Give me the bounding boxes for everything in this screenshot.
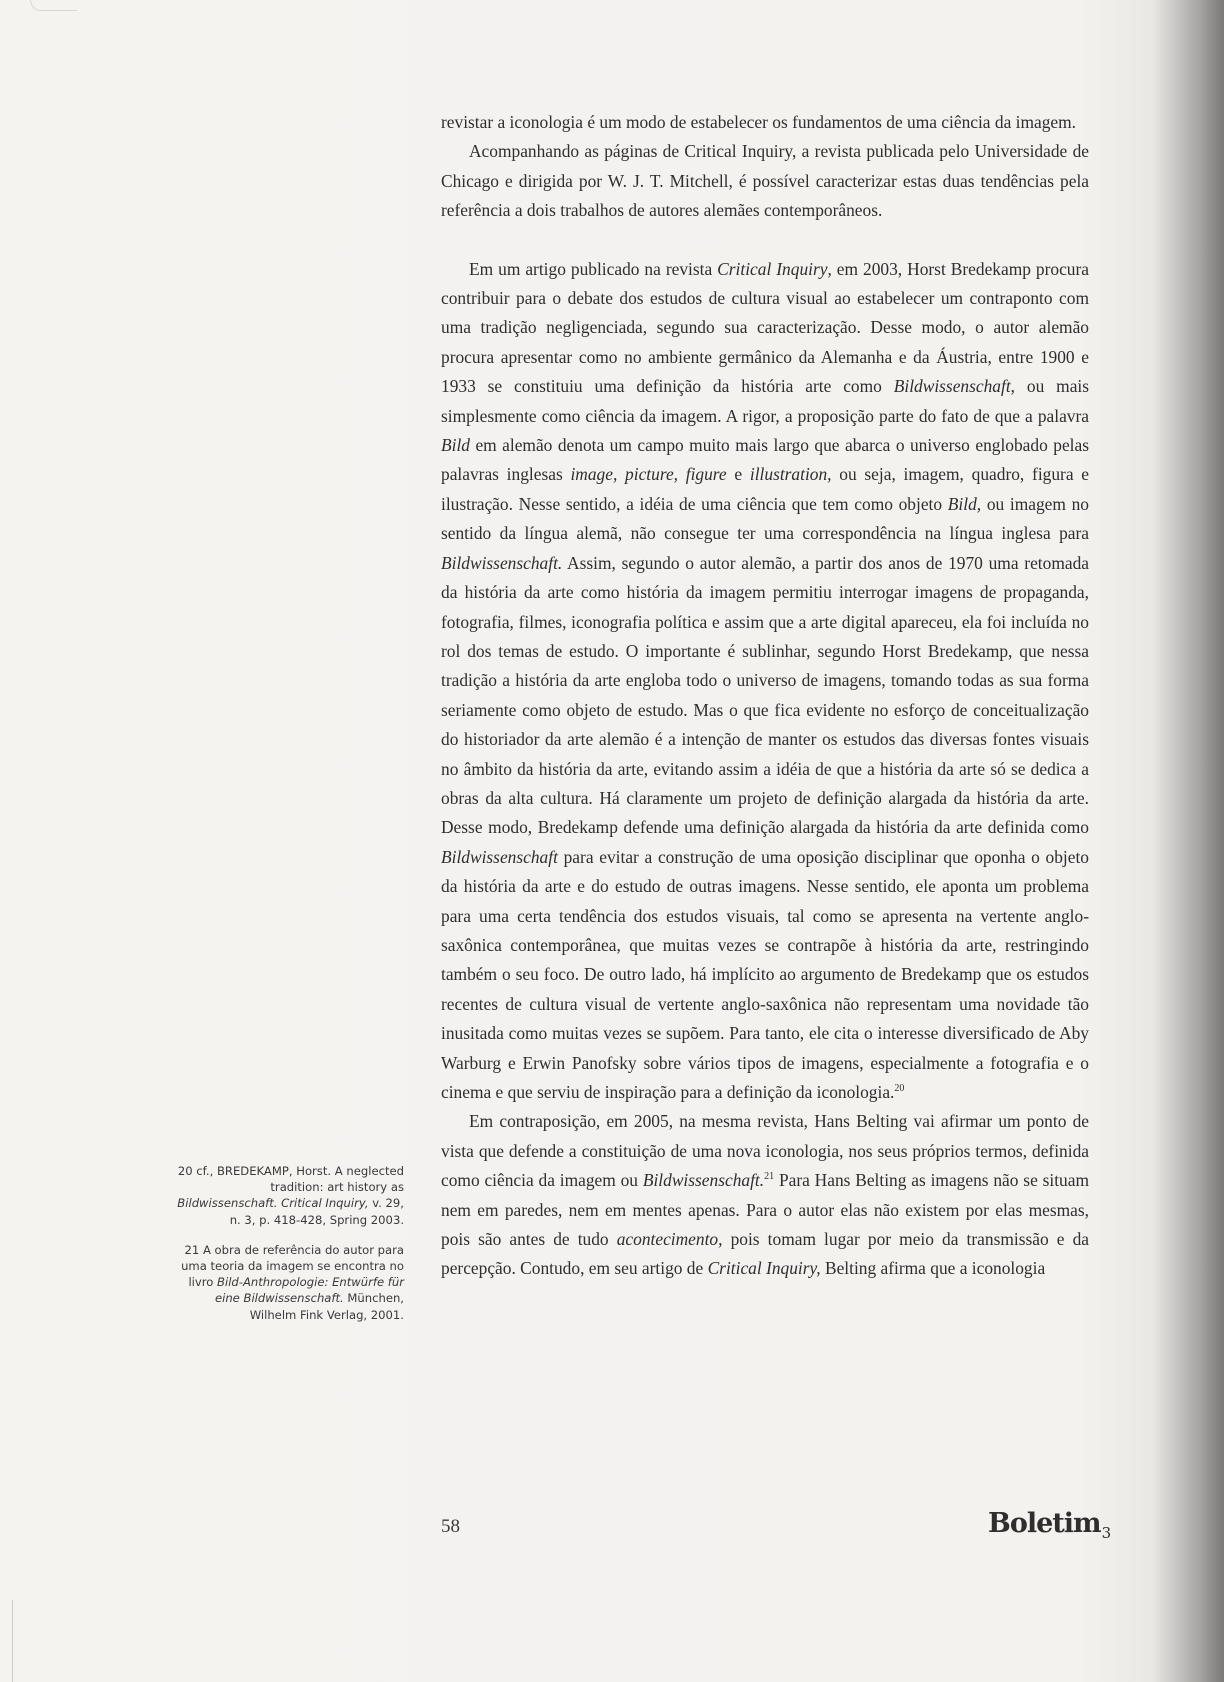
page-edge-line: [12, 1600, 13, 1682]
paragraph-3: Em um artigo publicado na revista Critical Inquiry, em 2003, Horst Bredekamp procura contribuir para o debate dos estudos de cultura visual ao estabelecer um contraponto com uma tradição negligenciada, segundo sua caracterização. Desse modo, o autor alemão procura apresentar como no ambiente germânico da Alemanha e da Áustria, entre 1900 e 1933 se constituiu uma definição da história arte como Bildwissenschaft, ou mais simplesmente como ciência da imagem. A rigor, a proposição parte do fato de que a palavra Bild em alemão denota um campo muito mais largo que abarca o universo englobado pelas palavras inglesas image, picture, figure e illustration, ou seja, imagem, quadro, figura e ilustração. Nesse sentido, a idéia de uma ciência que tem como objeto Bild, ou imagem no sentido da língua alemã, não consegue ter uma correspondência na língua inglesa para Bildwissenschaft. Assim, segundo o autor alemão, a partir dos anos de 1970 uma retomada da história da arte como história da imagem permitiu interrogar imagens de propaganda, fotografia, filmes, iconografia política e assim que a arte digital apareceu, ela foi incluída no rol dos temas de estudo. O importante é sublinhar, segundo Horst Bredekamp, que nessa tradição a história da arte engloba todo o universo de imagens, tomando todas as sua forma seriamente como objeto de estudo. Mas o que fica evidente no esforço de conceitualização do historiador da arte alemão é a intenção de manter os estudos das diversas fontes visuais no âmbito da história da arte, evitando assim a idéia de que a história da arte só se dedica a obras da alta cultura. Há claramente um projeto de definição alargada da história da arte. Desse modo, Bredekamp defende uma definição alargada da história da arte definida como Bildwissenschaft para evitar a construção de uma oposição disciplinar que oponha o objeto da história da arte e do estudo de outras imagens. Nesse sentido, ele aponta um problema para uma certa tendência dos estudos visuais, tal como se apresenta na vertente anglo-saxônica contemporânea, que muitas vezes se contrapõe à história da arte, restringindo também o seu foco. De outro lado, há implícito ao argumento de Bredekamp que os estudos recentes de cultura visual de vertente anglo-saxônica não representam uma novidade tão inusitada como muitas vezes se supõem. Para tanto, ele cita o interesse diversificado de Aby Warburg e Erwin Panofsky sobre vários tipos de imagens, especialmente a fotografia e o cinema e que serviu de inspiração para a definição da iconologia.$^{20}$: [441, 258, 1090, 1102]
page-corner-mark: [30, 0, 77, 11]
paragraph-4: Em contraposição, em 2005, na mesma revista, Hans Belting vai afirmar um ponto de vista que defende a constituição de uma nova iconologia, nos seus próprios termos, definida como ciência da imagem ou Bildwissenschaft.$^{21}$ Para Hans Belting as imagens não se situam nem em paredes, nem em mentes apenas. Para o autor elas não existem por elas mesmas, pois são antes de tudo acontecimento, pois tomam lugar por meio da transmissão e da percepção. Contudo, em seu artigo de Critical Inquiry, Belting afirma que a iconologia: [441, 1111, 1089, 1279]
journal-logo: [988, 1508, 1110, 1542]
footnote-20: 20 cf., BREDEKAMP, Horst. A neglected tradition: art history as Bildwissenschaft. Critical Inquiry, v. 29, n. 3, p. 418-428, Spring 2003.: [177, 1164, 404, 1227]
journal-name: Boletim: [988, 1508, 1101, 1539]
main-text-column: [441, 108, 1089, 1284]
section-gap: [441, 226, 1089, 255]
footnote-21: 21 A obra de referência do autor para uma teoria da imagem se encontra no livro Bild-Anthropologie: Entwürfe für eine Bildwissenschaft. München, Wilhelm Fink Verlag, 2001.: [181, 1242, 404, 1322]
journal-issue: 3: [1101, 1524, 1111, 1543]
footnote-ref-20: 20: [894, 1083, 905, 1095]
paragraph-2: Acompanhando as páginas de Critical Inquiry, a revista publicada pelo Universidade de Chicago e dirigida por W. J. T. Mitchell, é possível caracterizar estas duas tendências pela referência a dois trabalhos de autores alemães contemporâneos.: [441, 141, 1089, 221]
page-number: 58: [441, 1516, 460, 1537]
binding-shadow: [1154, 0, 1224, 1682]
footnotes: [176, 1163, 404, 1337]
footnote-ref-21: 21: [764, 1171, 775, 1183]
paragraph-1: revistar a iconologia é um modo de estabelecer os fundamentos de uma ciência da imagem.: [441, 112, 1077, 132]
